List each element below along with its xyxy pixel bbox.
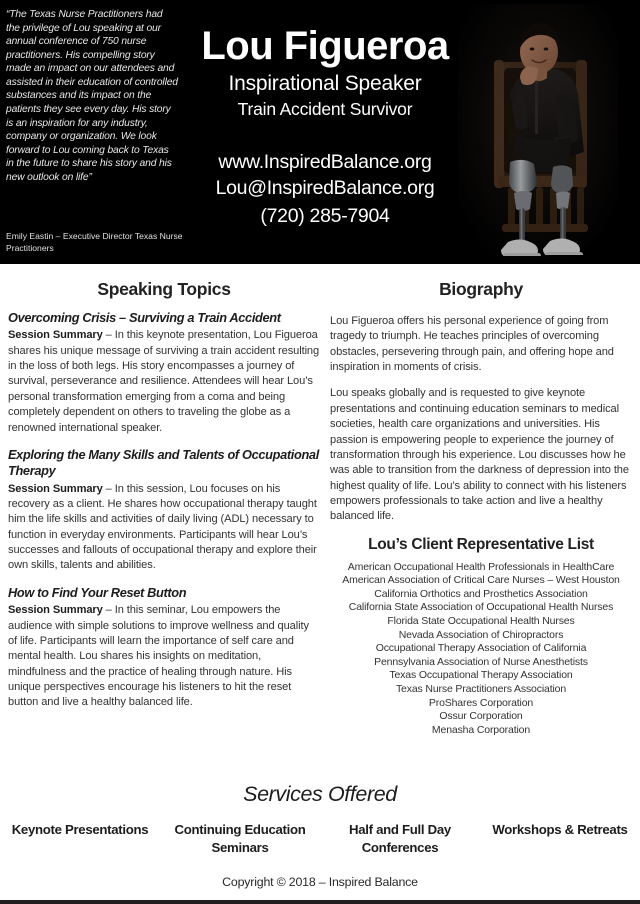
topic-item (8, 585, 320, 711)
client-list-title: Lou’s Client Representative List (368, 535, 594, 553)
topic-title: Overcoming Crisis – Surviving a Train Accident (8, 310, 281, 325)
topic-body (8, 482, 320, 574)
list-item: Menasha Corporation (431, 723, 531, 736)
biography-paragraph: Lou Figueroa offers his personal experience of going from tragedy to triumph. He teaches principles of overcoming obstacles, persevering through pain, and offering hope and inspiration in moments of crisis. (330, 315, 614, 374)
topic-title: How to Find Your Reset Button (8, 584, 187, 600)
list-item: Florida State Occupational Health Nurses (387, 615, 575, 628)
services-offered-title: Services Offered (243, 782, 397, 806)
phone-number[interactable]: (720) 285-7904 (260, 205, 390, 228)
list-item: Nevada Association of Chiropractors (398, 628, 564, 641)
topic-body (8, 603, 320, 711)
list-item: Texas Nurse Practitioners Association (395, 683, 567, 696)
biography-paragraph: Lou speaks globally and is requested to give keynote presentations and continuing education seminars to medical societies, health care organizations and universities. His passion is empowering people to experience the journey of transformation through his experience. Lou discusses how he was able to transition from the darkness of depression into the highest quality of life. Lou’s ability to connect with his listeners empowers professionals to take action and live a healthy balanced life. (330, 387, 629, 523)
header-banner (0, 0, 640, 264)
session-summary-label: Session Summary (8, 482, 103, 495)
list-item: American Association of Critical Care Nurses – West Houston (342, 574, 620, 587)
service-item-continuing-education: Continuing Education Seminars (174, 822, 306, 855)
topic-item (8, 447, 320, 574)
speaking-topics-column (8, 264, 320, 722)
list-item: ProShares Corporation (428, 696, 534, 709)
speaker-portrait-illustration (458, 4, 618, 260)
website-link[interactable]: www.InspiredBalance.org (218, 151, 432, 174)
testimonial-quote: “The Texas Nurse Practitioners had the privilege of Lou speaking at our annual conference of 750 nurse practitioners. His compelling story made an impact on our attendees and assisted in their education of controlled substances and its impact on the patients they see every day. His story is an inspiration for any industry, company or organization. We look forward to Lou coming back to Texas in the future to share his story and his new outlook on life” (6, 9, 178, 183)
client-list (330, 561, 632, 738)
service-item-keynote: Keynote Presentations (11, 822, 149, 837)
speaker-name: Lou Figueroa (201, 24, 449, 68)
list-item: Texas Occupational Therapy Association (389, 669, 573, 682)
session-summary-text: – In this seminar, Lou empowers the audience with simple solutions to improve wellness and quality of life. Participants will learn the importance of self care and mental health. Lou shares his insights on meditation, mindfulness and the practice of healing through nature. His unique perspectives encourage his listeners to hit the reset button and live a healthy balanced life. (8, 604, 309, 709)
email-link[interactable]: Lou@InspiredBalance.org (215, 177, 435, 200)
biography-column (330, 264, 632, 737)
header-center-block (180, 0, 470, 230)
service-item-workshops: Workshops & Retreats (492, 822, 628, 837)
list-item: Occupational Therapy Association of California (375, 642, 587, 655)
speaker-role: Inspirational Speaker (228, 72, 422, 95)
speaking-topics-title: Speaking Topics (97, 279, 231, 299)
testimonial-attribution: Emily Eastin – Executive Director Texas Nurse Practitioners (6, 231, 183, 253)
services-row (0, 807, 640, 856)
list-item: California State Association of Occupational Health Nurses (348, 601, 614, 614)
session-summary-label: Session Summary (8, 329, 103, 342)
contact-block (180, 121, 470, 229)
speaker-subtitle: Train Accident Survivor (237, 99, 413, 120)
topic-item (8, 310, 320, 436)
topic-body (8, 328, 320, 436)
topic-title: Exploring the Many Skills and Talents of Occupational Therapy (8, 446, 319, 479)
session-summary-label: Session Summary (8, 604, 103, 617)
list-item: Pennsylvania Association of Nurse Anesthetists (374, 655, 588, 668)
list-item: Ossur Corporation (439, 710, 523, 723)
main-content (0, 264, 640, 774)
list-item: American Occupational Health Professionals in HealthCare (347, 560, 615, 573)
list-item: California Orthotics and Prosthetics Association (374, 587, 588, 600)
biography-title: Biography (439, 279, 523, 299)
session-summary-text: – In this session, Lou focuses on his recovery as a client. He shares how occupational therapy taught him the life skills and activities of daily living (ADL) necessary to function in everyday environments. Participants will hear Lou’s successes and fallouts of occupational therapy and explore their own skills, talents and abilities. (8, 482, 317, 572)
services-footer (0, 774, 640, 900)
speaker-photo (458, 4, 618, 260)
session-summary-text: – In this keynote presentation, Lou Figueroa shares his unique message of surviving a train accident resulting in the loss of both legs. His story encompasses a journey of survival, perseverance and resilience. Attendees will hear Lou’s personal transformation emerging from a coma and being completely dependent on others to traveling the globe as a renowned international speaker. (8, 329, 320, 434)
copyright-text: Copyright © 2018 – Inspired Balance (222, 875, 418, 890)
service-item-conferences: Half and Full Day Conferences (349, 822, 451, 855)
